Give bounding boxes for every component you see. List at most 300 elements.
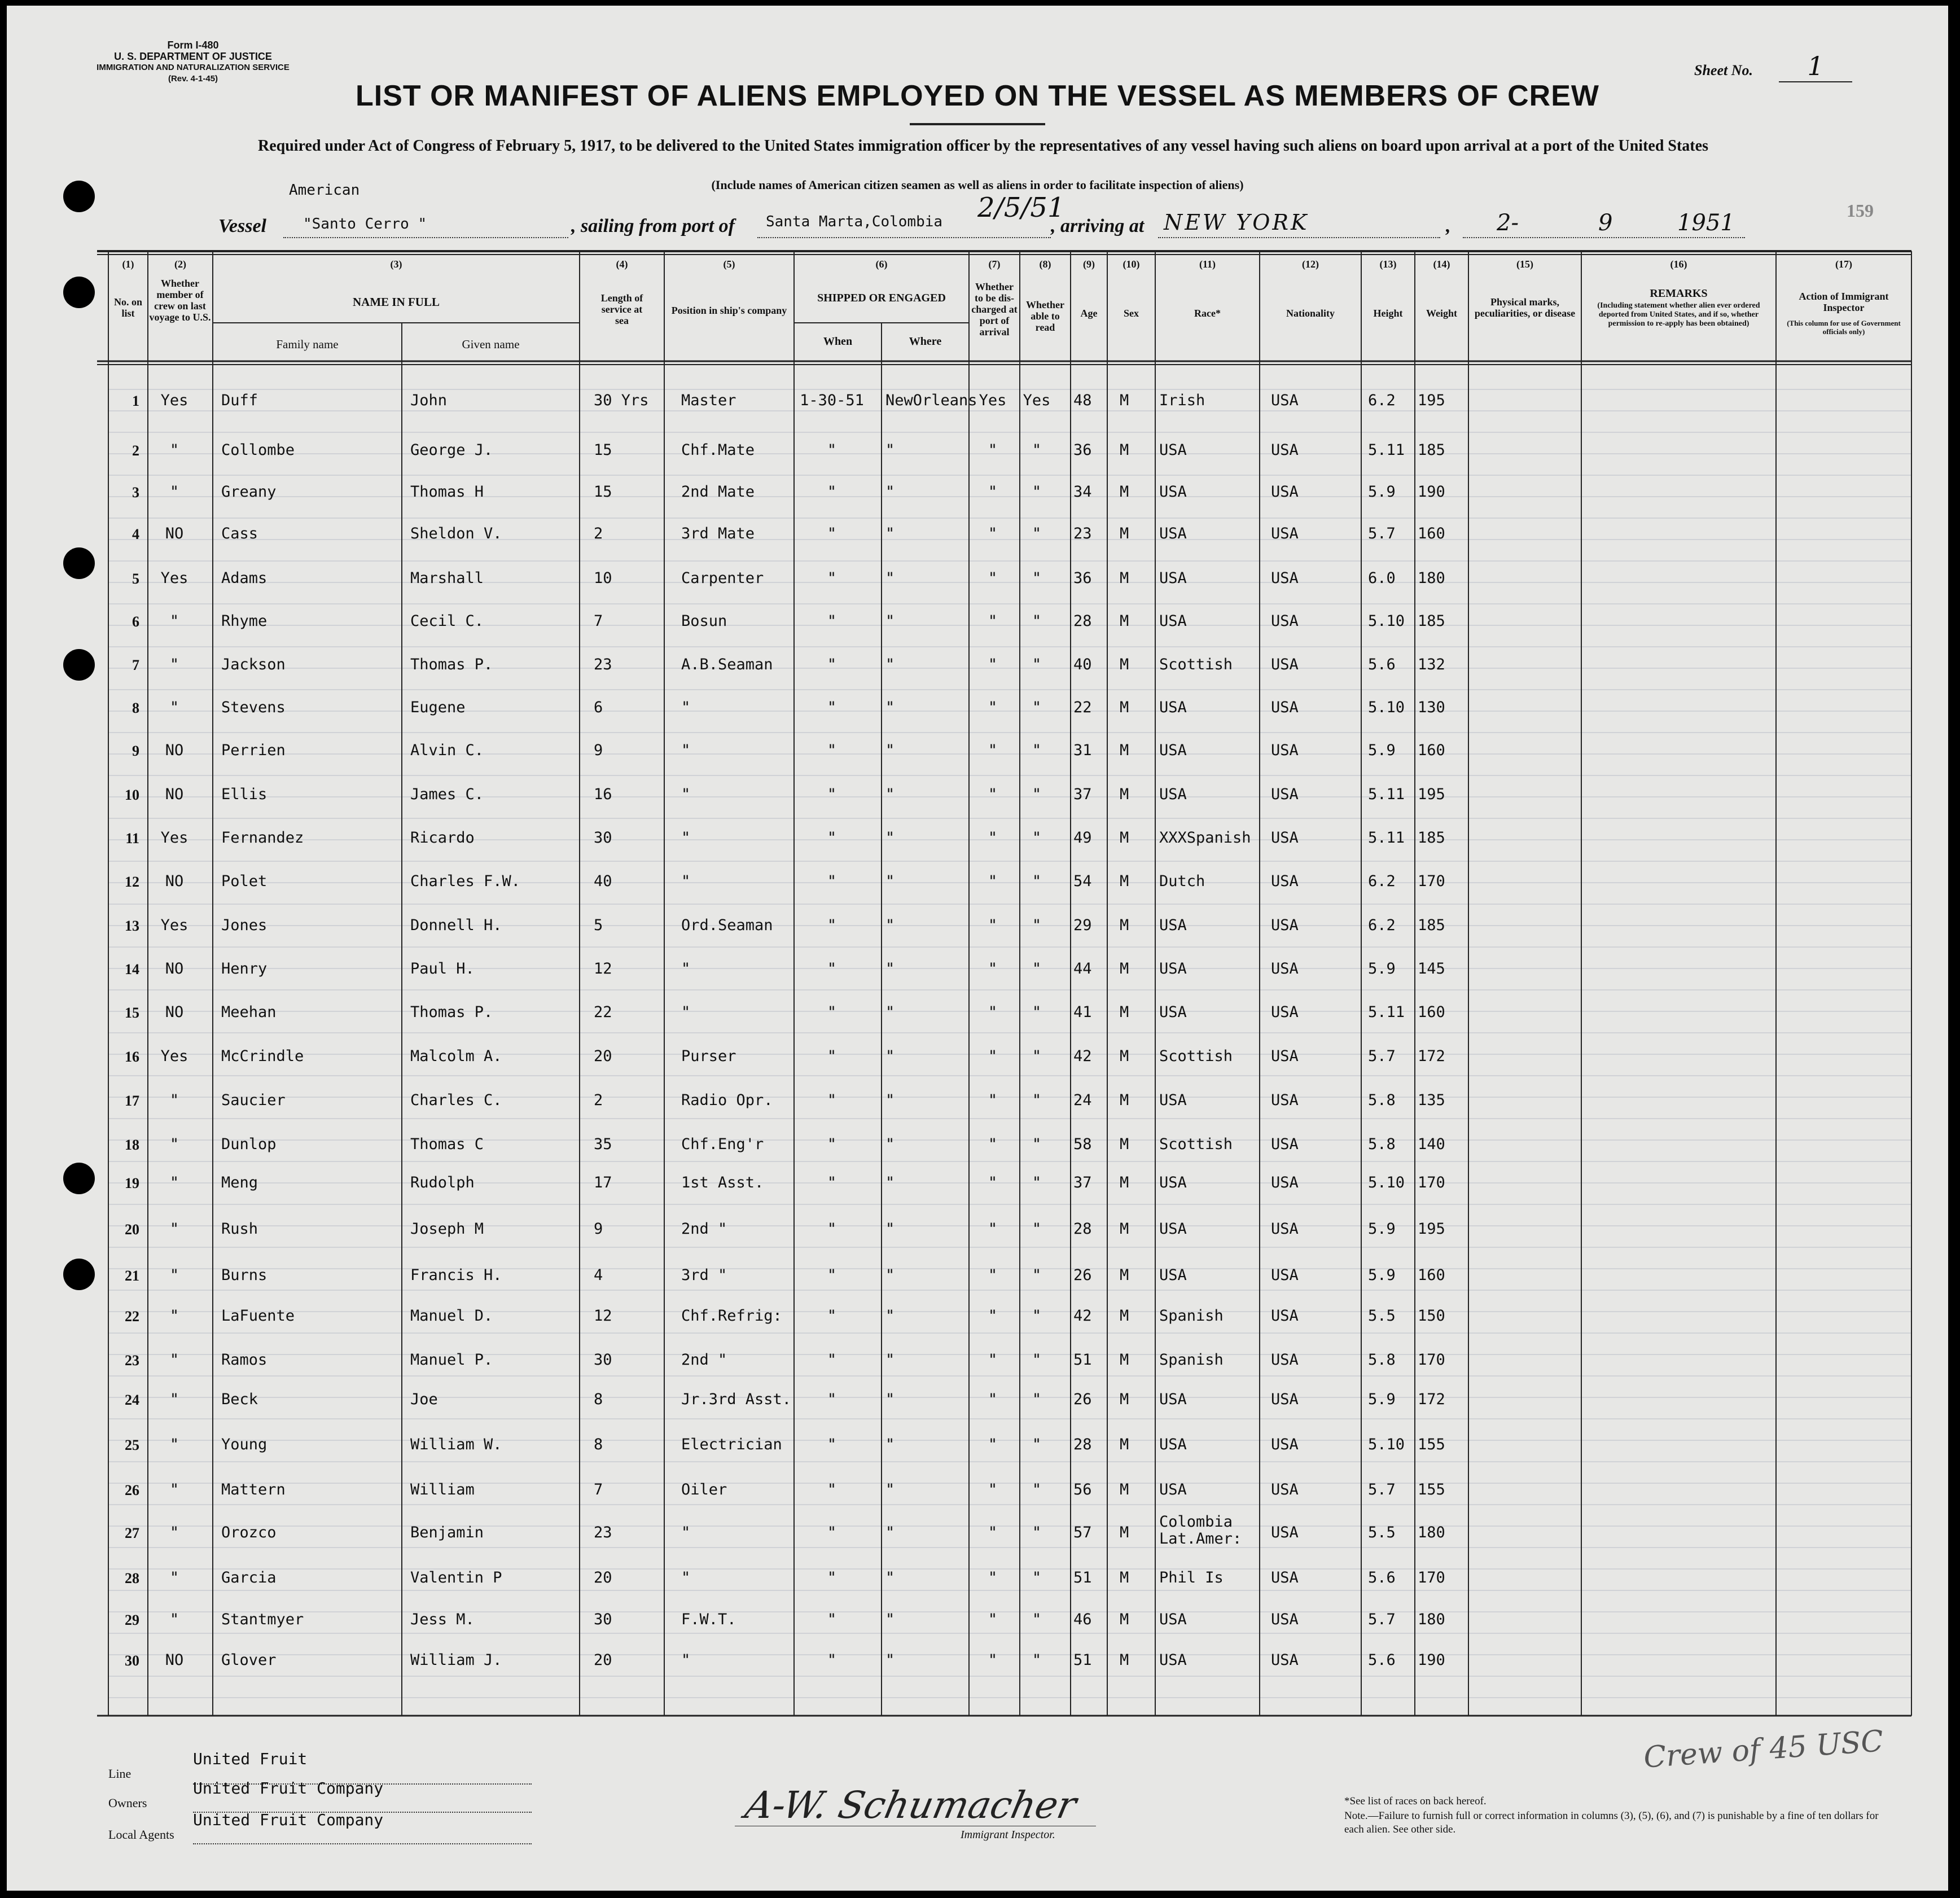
cell-age: 51: [1073, 1351, 1092, 1369]
cell-position: ": [681, 1003, 691, 1021]
cell-age: 26: [1073, 1391, 1092, 1408]
sheet-number-value: 1: [1779, 51, 1852, 82]
cell-sex: M: [1120, 1220, 1129, 1238]
cell-row-number: 5: [132, 571, 139, 587]
cell-row-number: 28: [125, 1570, 139, 1586]
cell-sex: M: [1120, 1391, 1129, 1408]
cell-service: 15: [594, 441, 612, 459]
cell-when: ": [827, 829, 837, 847]
col-6-number: (6): [875, 258, 888, 270]
cell-height: 5.11: [1368, 1003, 1405, 1021]
cell-row-number: 12: [125, 874, 139, 890]
cell-position: ": [681, 829, 691, 847]
penalty-note: Note.—Failure to furnish full or correct information in columns (3), (5), (6), and (7) is punishable by a fine of ten dollars for each alien. See other side.: [1344, 1810, 1879, 1835]
cell-weight: 185: [1418, 612, 1445, 630]
col-5-header: Position in ship's company: [671, 305, 787, 316]
cell-when: ": [827, 612, 837, 630]
cell-weight: 170: [1418, 1569, 1445, 1586]
cell-row-number: 13: [125, 918, 139, 934]
cell-given: George J.: [410, 441, 493, 459]
cell-discharged: ": [988, 441, 998, 459]
cell-when: ": [827, 742, 837, 759]
cell-age: 58: [1073, 1136, 1092, 1153]
cell-read: ": [1032, 1351, 1042, 1369]
cell-weight: 160: [1418, 525, 1445, 542]
col-17-header: Action of Immigrant Inspector: [1799, 291, 1889, 313]
cell-where: ": [885, 483, 895, 501]
cell-read: ": [1032, 441, 1042, 459]
cell-read: ": [1032, 742, 1042, 759]
cell-sex: M: [1120, 392, 1129, 409]
cell-row-number: 7: [132, 657, 139, 673]
cell-position: ": [681, 1569, 691, 1586]
cell-race: USA: [1159, 441, 1187, 459]
cell-row-number: 22: [125, 1308, 139, 1325]
cell-race: USA: [1159, 1651, 1187, 1669]
col-14-header: Weight: [1426, 308, 1457, 319]
cell-height: 5.10: [1368, 699, 1405, 716]
cell-where: ": [885, 1174, 895, 1191]
cell-row-number: 4: [132, 526, 139, 542]
cell-position: 3rd ": [681, 1266, 727, 1284]
sailing-date: 2/5/51: [977, 192, 1065, 223]
cell-read: ": [1032, 873, 1042, 890]
cell-nationality: USA: [1271, 1611, 1299, 1628]
cell-discharged: ": [988, 1481, 998, 1498]
cell-height: 5.7: [1368, 525, 1396, 542]
cell-row-number: 19: [125, 1175, 139, 1191]
footer-line-value: United Fruit: [193, 1750, 308, 1768]
cell-nationality: USA: [1271, 1651, 1299, 1669]
cell-given: Eugene: [410, 699, 466, 716]
cell-when: ": [827, 786, 837, 803]
cell-row-number: 8: [132, 700, 139, 716]
cell-given: Ricardo: [410, 829, 475, 847]
cell-sex: M: [1120, 1351, 1129, 1369]
cell-family: Saucier: [221, 1092, 286, 1109]
cell-age: 42: [1073, 1307, 1092, 1325]
col-8-number: (8): [1039, 258, 1051, 270]
cell-family: Orozco: [221, 1524, 277, 1541]
cell-discharged: ": [988, 1003, 998, 1021]
cell-age: 51: [1073, 1651, 1092, 1669]
footer-owners-label: Owners: [108, 1796, 147, 1810]
arriving-port: NEW YORK: [1164, 210, 1309, 235]
cell-position: Chf.Mate: [681, 441, 755, 459]
cell-race: USA: [1159, 1220, 1187, 1238]
arriving-label: , arriving at: [1051, 216, 1145, 236]
cell-height: 5.7: [1368, 1481, 1396, 1498]
cell-age: 46: [1073, 1611, 1092, 1628]
form-service: IMMIGRATION AND NATURALIZATION SERVICE: [97, 63, 290, 72]
cell-nationality: USA: [1271, 742, 1299, 759]
cell-voyage: ": [169, 1436, 179, 1453]
cell-discharged: ": [988, 1307, 998, 1325]
cell-read: ": [1032, 1569, 1042, 1586]
cell-given: Joe: [410, 1391, 438, 1408]
cell-when: ": [827, 1524, 837, 1541]
cell-weight: 180: [1418, 1524, 1445, 1541]
cell-family: Meehan: [221, 1003, 277, 1021]
cell-height: 5.9: [1368, 1391, 1396, 1408]
cell-position: Chf.Refrig:: [681, 1307, 782, 1325]
cell-service: 2: [594, 1092, 603, 1109]
cell-where: ": [885, 1351, 895, 1369]
cell-discharged: ": [988, 525, 998, 542]
cell-race: Phil Is: [1159, 1569, 1224, 1586]
footer-line-label: Line: [108, 1767, 131, 1781]
cell-nationality: USA: [1271, 441, 1299, 459]
cell-height: 5.9: [1368, 1220, 1396, 1238]
cell-when: ": [827, 1136, 837, 1153]
col-9-number: (9): [1083, 258, 1095, 270]
cell-weight: 195: [1418, 392, 1445, 409]
cell-weight: 145: [1418, 960, 1445, 978]
cell-nationality: USA: [1271, 525, 1299, 542]
cell-service: 7: [594, 612, 603, 630]
race-note: *See list of races on back hereof.: [1344, 1795, 1487, 1807]
col-16-header: REMARKS: [1650, 287, 1708, 300]
cell-height: 5.10: [1368, 612, 1405, 630]
cell-family: Jackson: [221, 656, 286, 673]
cell-voyage: ": [169, 483, 179, 501]
cell-voyage: ": [169, 441, 179, 459]
cell-row-number: 16: [125, 1049, 139, 1065]
cell-race: USA: [1159, 1436, 1187, 1453]
cell-weight: 172: [1418, 1047, 1445, 1065]
cell-voyage: Yes: [160, 1047, 188, 1065]
col-12-number: (12): [1302, 258, 1319, 270]
cell-when: ": [827, 873, 837, 890]
col-17-subheader: (This column for use of Government officials only): [1787, 319, 1901, 336]
cell-weight: 180: [1418, 1611, 1445, 1628]
cell-service: 22: [594, 1003, 612, 1021]
cell-read: ": [1032, 1436, 1042, 1453]
cell-weight: 190: [1418, 483, 1445, 501]
cell-weight: 130: [1418, 699, 1445, 716]
cell-discharged: ": [988, 786, 998, 803]
cell-given: James C.: [410, 786, 484, 803]
inspector-label: Immigrant Inspector.: [961, 1829, 1055, 1841]
cell-race: USA: [1159, 569, 1187, 587]
cell-given: Valentin P: [410, 1569, 502, 1586]
cell-position: 2nd ": [681, 1351, 727, 1369]
cell-service: 16: [594, 786, 612, 803]
cell-where: ": [885, 786, 895, 803]
cell-when: ": [827, 1611, 837, 1628]
cell-service: 15: [594, 483, 612, 501]
cell-position: F.W.T.: [681, 1611, 736, 1628]
cell-family: Dunlop: [221, 1136, 277, 1153]
cell-family: Cass: [221, 525, 258, 542]
cell-weight: 185: [1418, 917, 1445, 934]
form-number: Form I-480: [167, 40, 219, 51]
cell-given: Charles F.W.: [410, 873, 521, 890]
cell-voyage: ": [169, 1174, 179, 1191]
cell-given: Cecil C.: [410, 612, 484, 630]
cell-row-number: 26: [125, 1482, 139, 1498]
cell-service: 12: [594, 960, 612, 978]
cell-sex: M: [1120, 569, 1129, 587]
cell-discharged: ": [988, 742, 998, 759]
cell-nationality: USA: [1271, 1307, 1299, 1325]
cell-height: 5.11: [1368, 829, 1405, 847]
cell-given: William J.: [410, 1651, 502, 1669]
cell-read: ": [1032, 1481, 1042, 1498]
cell-voyage: NO: [165, 1651, 184, 1669]
cell-when: ": [827, 917, 837, 934]
cell-nationality: USA: [1271, 1266, 1299, 1284]
cell-read: ": [1032, 1003, 1042, 1021]
cell-age: 54: [1073, 873, 1092, 890]
cell-height: 5.8: [1368, 1136, 1396, 1153]
col-3-header: NAME IN FULL: [352, 295, 440, 309]
cell-where: ": [885, 1307, 895, 1325]
cell-sex: M: [1120, 1481, 1129, 1498]
cell-nationality: USA: [1271, 699, 1299, 716]
cell-race: Spanish: [1159, 1351, 1224, 1369]
cell-family: Perrien: [221, 742, 286, 759]
cell-row-number: 9: [132, 743, 139, 759]
cell-nationality: USA: [1271, 1436, 1299, 1453]
page-title: LIST OR MANIFEST OF ALIENS EMPLOYED ON THE VESSEL AS MEMBERS OF CREW: [356, 80, 1599, 112]
cell-nationality: USA: [1271, 612, 1299, 630]
cell-family: McCrindle: [221, 1047, 304, 1065]
cell-age: 56: [1073, 1481, 1092, 1498]
cell-given: John: [410, 392, 448, 409]
cell-height: 5.8: [1368, 1351, 1396, 1369]
cell-where: ": [885, 612, 895, 630]
cell-discharged: ": [988, 612, 998, 630]
cell-height: 5.6: [1368, 656, 1396, 673]
cell-when: ": [827, 1351, 837, 1369]
cell-when: ": [827, 1220, 837, 1238]
cell-family: Collombe: [221, 441, 295, 459]
cell-height: 6.2: [1368, 873, 1396, 890]
sheet-number-label: Sheet No.: [1694, 62, 1753, 78]
cell-voyage: ": [169, 1391, 179, 1408]
cell-age: 36: [1073, 441, 1092, 459]
cell-read: ": [1032, 786, 1042, 803]
cell-row-number: 17: [125, 1093, 139, 1109]
cell-service: 8: [594, 1391, 603, 1408]
cell-where: ": [885, 1266, 895, 1284]
cell-weight: 172: [1418, 1391, 1445, 1408]
cell-voyage: ": [169, 656, 179, 673]
cell-position: Bosun: [681, 612, 727, 630]
col-4-number: (4): [616, 258, 628, 270]
cell-read: ": [1032, 829, 1042, 847]
cell-read: ": [1032, 1092, 1042, 1109]
cell-sex: M: [1120, 1611, 1129, 1628]
col-7-number: (7): [988, 258, 1001, 270]
cell-family: Mattern: [221, 1481, 286, 1498]
cell-race: Scottish: [1159, 1136, 1233, 1153]
cell-height: 6.2: [1368, 917, 1396, 934]
cell-race: USA: [1159, 917, 1187, 934]
cell-given: William W.: [410, 1436, 502, 1453]
cell-family: Greany: [221, 483, 277, 501]
cell-height: 5.10: [1368, 1174, 1405, 1191]
cell-row-number: 20: [125, 1221, 139, 1238]
cell-position: ": [681, 1651, 691, 1669]
cell-height: 5.9: [1368, 1266, 1396, 1284]
cell-sex: M: [1120, 1307, 1129, 1325]
cell-read: ": [1032, 1307, 1042, 1325]
cell-age: 31: [1073, 742, 1092, 759]
cell-age: 37: [1073, 786, 1092, 803]
cell-height: 5.8: [1368, 1092, 1396, 1109]
cell-position: ": [681, 1524, 691, 1541]
cell-when: ": [827, 569, 837, 587]
cell-age: 29: [1073, 917, 1092, 934]
cell-nationality: USA: [1271, 1092, 1299, 1109]
col-1-number: (1): [122, 258, 134, 270]
cell-when: ": [827, 1569, 837, 1586]
cell-position: Carpenter: [681, 569, 764, 587]
cell-read: ": [1032, 1651, 1042, 1669]
cell-race: USA: [1159, 699, 1187, 716]
cell-position: Jr.3rd Asst.: [681, 1391, 792, 1408]
col-16-subheader: (Including statement whether alien ever ordered deported from United States, and if so, whether permission to re-apply has been obtained): [1597, 301, 1760, 328]
cell-read: ": [1032, 569, 1042, 587]
footer-owners-value: United Fruit Company: [193, 1779, 384, 1798]
cell-height: 5.5: [1368, 1307, 1396, 1325]
cell-family: Young: [221, 1436, 268, 1453]
cell-nationality: USA: [1271, 1136, 1299, 1153]
arrival-year: 1951: [1677, 210, 1735, 236]
cell-where: ": [885, 1003, 895, 1021]
cell-service: 20: [594, 1651, 612, 1669]
cell-age: 28: [1073, 1220, 1092, 1238]
cell-race: USA: [1159, 1266, 1187, 1284]
cell-family: Burns: [221, 1266, 268, 1284]
cell-given: Jess M.: [410, 1611, 475, 1628]
cell-age: 28: [1073, 612, 1092, 630]
cell-given: Thomas H: [410, 483, 484, 501]
cell-service: 30: [594, 829, 612, 847]
cell-height: 6.2: [1368, 392, 1396, 409]
cell-family: Garcia: [221, 1569, 277, 1586]
cell-nationality: USA: [1271, 392, 1299, 409]
cell-where: ": [885, 1092, 895, 1109]
cell-discharged: Yes: [979, 392, 1007, 409]
col-15-number: (15): [1516, 258, 1533, 270]
cell-row-number: 29: [125, 1612, 139, 1628]
cell-race: USA: [1159, 1391, 1187, 1408]
cell-nationality: USA: [1271, 483, 1299, 501]
cell-where: ": [885, 1391, 895, 1408]
cell-where: ": [885, 742, 895, 759]
stamp-number: 159: [1847, 200, 1874, 221]
cell-row-number: 23: [125, 1352, 139, 1369]
cell-height: 5.6: [1368, 1651, 1396, 1669]
cell-discharged: ": [988, 1391, 998, 1408]
cell-given: Rudolph: [410, 1174, 475, 1191]
cell-given: Thomas P.: [410, 656, 493, 673]
cell-discharged: ": [988, 960, 998, 978]
cell-discharged: ": [988, 1174, 998, 1191]
cell-voyage: Yes: [160, 917, 188, 934]
cell-family: Duff: [221, 392, 258, 409]
cell-where: ": [885, 873, 895, 890]
cell-sex: M: [1120, 786, 1129, 803]
cell-service: 35: [594, 1136, 612, 1153]
cell-sex: M: [1120, 1524, 1129, 1541]
cell-sex: M: [1120, 1136, 1129, 1153]
col-5-number: (5): [723, 258, 735, 270]
cell-row-number: 2: [132, 442, 139, 459]
cell-nationality: USA: [1271, 786, 1299, 803]
cell-discharged: ": [988, 917, 998, 934]
cell-where: NewOrleans: [885, 392, 977, 409]
cell-race: XXXSpanish: [1159, 829, 1251, 847]
cell-nationality: USA: [1271, 829, 1299, 847]
cell-voyage: ": [169, 1220, 179, 1238]
col-6-where-header: Where: [909, 335, 942, 348]
cell-age: 36: [1073, 569, 1092, 587]
cell-service: 30 Yrs: [594, 392, 649, 409]
cell-family: LaFuente: [221, 1307, 295, 1325]
footer-agents-value: United Fruit Company: [193, 1811, 384, 1829]
cell-position: ": [681, 699, 691, 716]
cell-position: Purser: [681, 1047, 736, 1065]
cell-row-number: 10: [125, 787, 139, 803]
cell-where: ": [885, 1136, 895, 1153]
cell-service: 7: [594, 1481, 603, 1498]
cell-where: ": [885, 699, 895, 716]
cell-discharged: ": [988, 1092, 998, 1109]
cell-where: ": [885, 960, 895, 978]
cell-family: Glover: [221, 1651, 277, 1669]
cell-weight: 155: [1418, 1481, 1445, 1498]
cell-read: ": [1032, 483, 1042, 501]
cell-discharged: ": [988, 569, 998, 587]
cell-when: ": [827, 1092, 837, 1109]
cell-when: 1-30-51: [800, 392, 864, 409]
cell-when: ": [827, 1651, 837, 1669]
cell-age: 42: [1073, 1047, 1092, 1065]
footer-agents-label: Local Agents: [108, 1827, 174, 1842]
cell-family: Fernandez: [221, 829, 304, 847]
cell-read: ": [1032, 1391, 1042, 1408]
cell-race: Spanish: [1159, 1307, 1224, 1325]
cell-row-number: 15: [125, 1005, 139, 1021]
cell-discharged: ": [988, 1351, 998, 1369]
cell-position: Chf.Eng'r: [681, 1136, 764, 1153]
cell-service: 17: [594, 1174, 612, 1191]
form-revision: (Rev. 4-1-45): [168, 74, 218, 84]
cell-read: ": [1032, 1136, 1042, 1153]
cell-service: 20: [594, 1047, 612, 1065]
cell-height: 5.11: [1368, 786, 1405, 803]
cell-position: 1st Asst.: [681, 1174, 764, 1191]
cell-family: Jones: [221, 917, 268, 934]
cell-given: Francis H.: [410, 1266, 502, 1284]
cell-where: ": [885, 829, 895, 847]
cell-discharged: ": [988, 483, 998, 501]
cell-read: ": [1032, 1174, 1042, 1191]
cell-voyage: NO: [165, 873, 184, 890]
footer-agents-rule: [193, 1843, 532, 1844]
cell-sex: M: [1120, 656, 1129, 673]
cell-sex: M: [1120, 525, 1129, 542]
col-2-number: (2): [174, 258, 186, 270]
cell-sex: M: [1120, 742, 1129, 759]
cell-where: ": [885, 1651, 895, 1669]
sailing-label: , sailing from port of: [571, 216, 735, 236]
cell-position: Ord.Seaman: [681, 917, 773, 934]
